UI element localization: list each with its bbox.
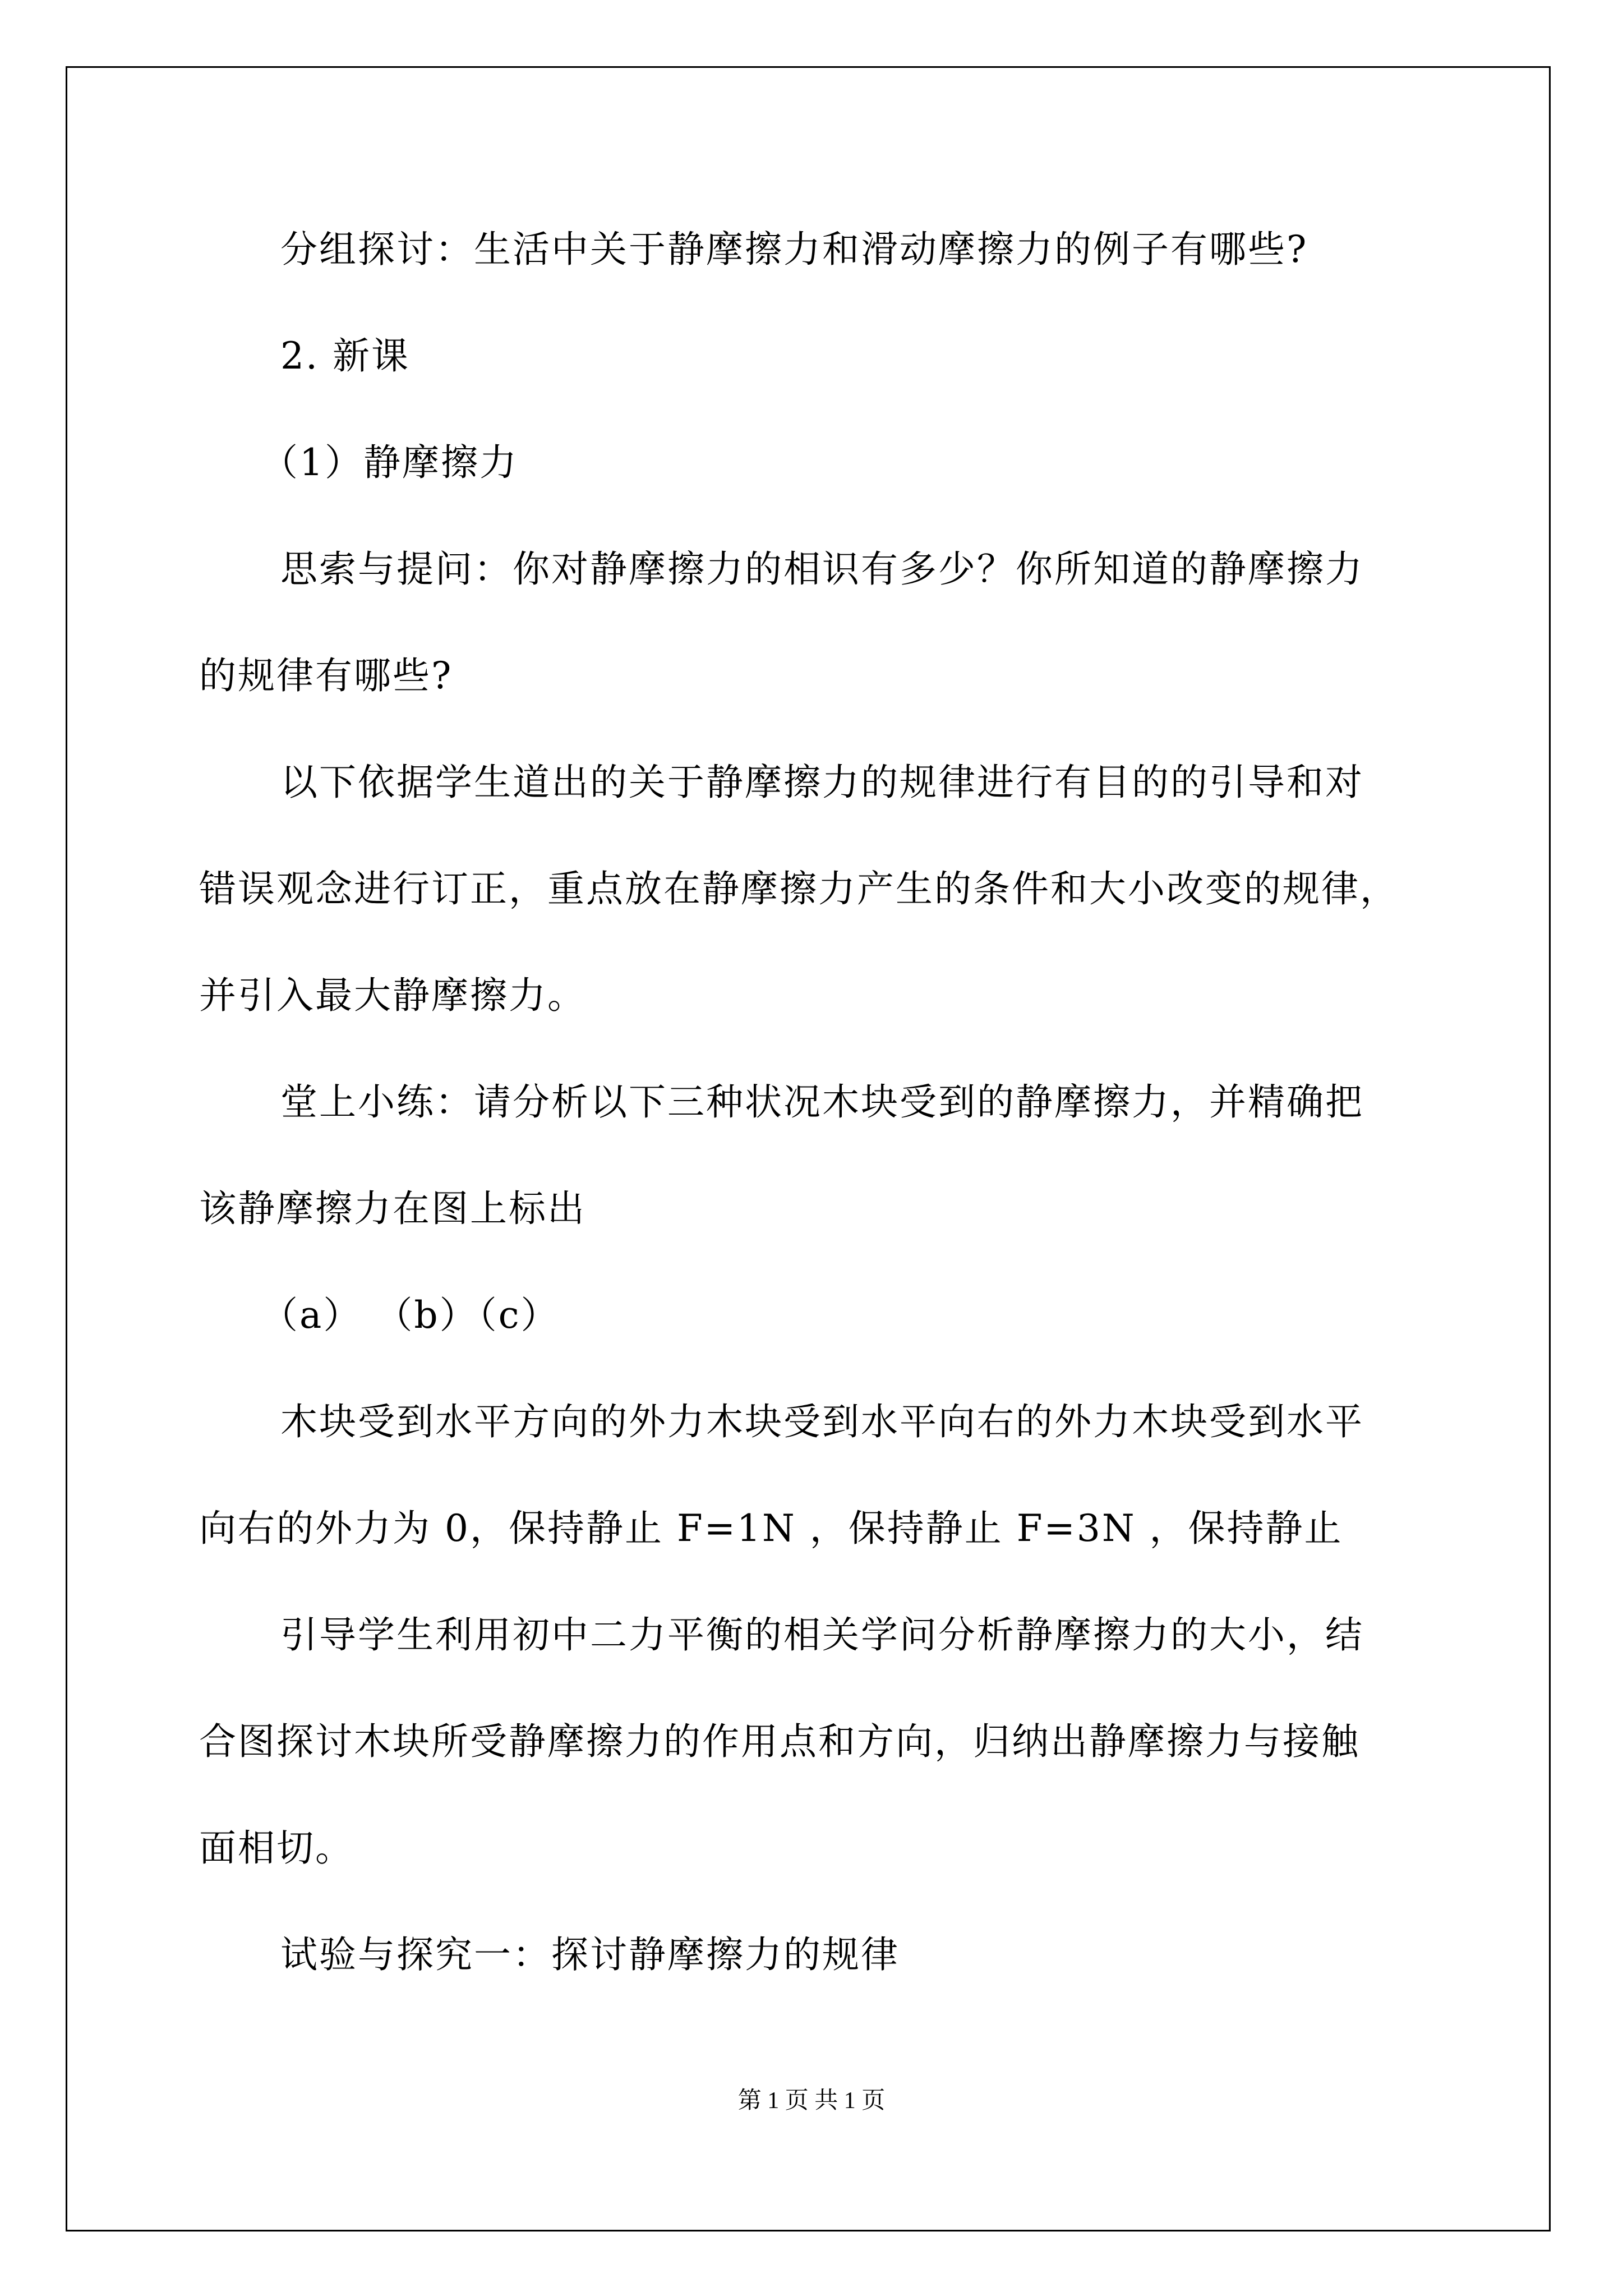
paragraph-line-4: 思索与提问：你对静摩擦力的相识有多少？你所知道的静摩擦力: [280, 547, 1364, 591]
paragraph-line-14: 引导学生利用初中二力平衡的相关学问分析静摩擦力的大小，结: [280, 1613, 1364, 1657]
paragraph-line-8: 并引入最大静摩擦力。: [199, 974, 586, 1017]
page-footer: 第 1 页 共 1 页: [737, 2088, 886, 2114]
paragraph-line-1: 分组探讨：生活中关于静摩擦力和滑动摩擦力的例子有哪些?: [280, 228, 1308, 271]
section-heading-new-lesson: 2. 新课: [280, 334, 410, 378]
paragraph-line-7: 错误观念进行订正，重点放在静摩擦力产生的条件和大小改变的规律，: [199, 867, 1399, 910]
paragraph-line-17: 试验与探究一：探讨静摩擦力的规律: [280, 1933, 900, 1976]
paragraph-line-12: 木块受到水平方向的外力木块受到水平向右的外力木块受到水平: [280, 1400, 1364, 1443]
paragraph-line-6: 以下依据学生道出的关于静摩擦力的规律进行有目的的引导和对: [280, 761, 1364, 804]
figure-labels-abc: （a） （b）（c）: [261, 1294, 560, 1337]
paragraph-line-16: 面相切。: [199, 1826, 354, 1870]
paragraph-line-5: 的规律有哪些?: [199, 654, 453, 697]
paragraph-line-9: 堂上小练：请分析以下三种状况木块受到的静摩擦力，并精确把: [280, 1080, 1364, 1124]
page-border: [66, 66, 1551, 2231]
subsection-heading-static-friction: （1）静摩擦力: [261, 441, 518, 484]
paragraph-line-10: 该静摩擦力在图上标出: [199, 1187, 586, 1230]
paragraph-line-15: 合图探讨木块所受静摩擦力的作用点和方向，归纳出静摩擦力与接触: [199, 1720, 1360, 1763]
paragraph-line-13: 向右的外力为 0，保持静止 F=1N ，保持静止 F=3N ，保持静止: [199, 1507, 1343, 1550]
